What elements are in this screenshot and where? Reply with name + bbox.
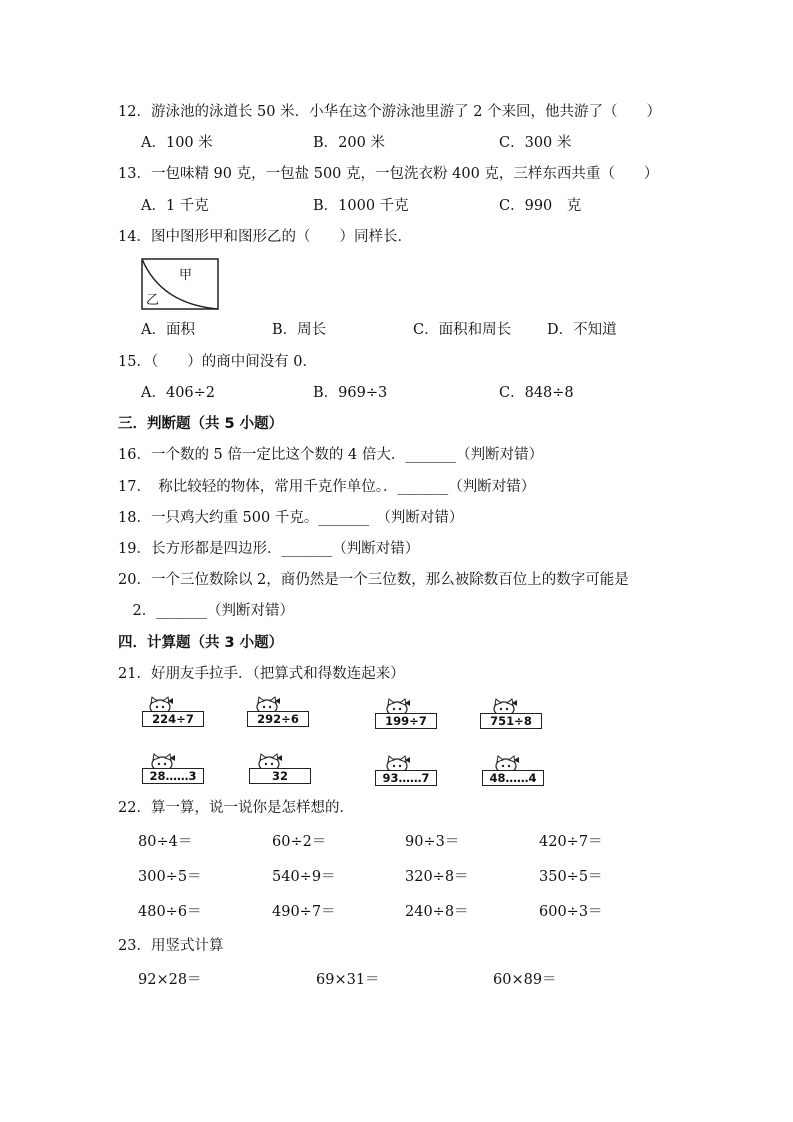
- kitty-card-top-2[interactable]: [245, 695, 311, 729]
- card-result: 28……3: [142, 768, 204, 784]
- calc-r3-c4[interactable]: 600÷3＝: [539, 904, 603, 920]
- calc-r2-c4[interactable]: 350÷5＝: [539, 869, 603, 885]
- vertical-calc-2[interactable]: 69×31＝: [316, 972, 380, 988]
- q14-option-a[interactable]: A．面积: [141, 322, 195, 338]
- kitty-card-bottom-4[interactable]: [480, 754, 546, 788]
- question-15-stem: 15．（ ）的商中间没有 0．: [118, 354, 318, 370]
- question-14-stem: 14．图中图形甲和图形乙的（ ）同样长．: [118, 229, 412, 245]
- calc-r1-c1[interactable]: 80÷4＝: [138, 834, 193, 850]
- calc-r1-c3[interactable]: 90÷3＝: [405, 834, 460, 850]
- q15-option-b[interactable]: B．969÷3: [313, 385, 388, 401]
- card-expression: 751÷8: [480, 713, 542, 729]
- q13-option-c[interactable]: C．990 克: [499, 198, 582, 214]
- card-expression: 224÷7: [142, 711, 204, 727]
- question-22-stem: 22．算一算，说一说你是怎样想的．: [118, 800, 354, 816]
- calc-r2-c3[interactable]: 320÷8＝: [405, 869, 469, 885]
- calc-r3-c3[interactable]: 240÷8＝: [405, 904, 469, 920]
- judge-item-19: 19．长方形都是四边形．_______（判断对错）: [118, 541, 420, 557]
- vertical-calc-1[interactable]: 92×28＝: [138, 972, 202, 988]
- q13-option-b[interactable]: B．1000 千克: [313, 198, 409, 214]
- q12-option-b[interactable]: B．200 米: [313, 135, 385, 151]
- card-result: 48……4: [482, 770, 544, 786]
- calc-r2-c2[interactable]: 540÷9＝: [272, 869, 336, 885]
- calc-r2-c1[interactable]: 300÷5＝: [138, 869, 202, 885]
- kitty-card-bottom-1[interactable]: [140, 752, 206, 786]
- judge-item-17: 17． 称比较轻的物体，常用千克作单位。．_______（判断对错）: [118, 479, 536, 495]
- kitty-card-top-1[interactable]: [140, 695, 206, 729]
- judge-item-16: 16．一个数的 5 倍一定比这个数的 4 倍大．_______（判断对错）: [118, 447, 544, 463]
- question-12-stem: 12．游泳池的泳道长 50 米．小华在这个游泳池里游了 2 个来回，他共游了（ ）: [118, 104, 662, 120]
- q12-option-c[interactable]: C．300 米: [499, 135, 572, 151]
- card-expression: 199÷7: [375, 713, 437, 729]
- kitty-card-bottom-3[interactable]: [373, 754, 439, 788]
- question-21-stem: 21．好朋友手拉手．（把算式和得数连起来）: [118, 666, 405, 682]
- kitty-card-top-3[interactable]: [373, 697, 439, 731]
- q15-option-c[interactable]: C．848÷8: [499, 385, 574, 401]
- question-23-stem: 23．用竖式计算: [118, 938, 224, 954]
- section-3-title: 三．判断题（共 5 小题）: [118, 416, 284, 432]
- kitty-card-top-4[interactable]: [478, 697, 544, 731]
- judge-item-18: 18．一只鸡大约重 500 千克。_______ （判断对错）: [118, 510, 464, 526]
- q14-option-c[interactable]: C．面积和周长: [413, 322, 512, 338]
- calc-r1-c4[interactable]: 420÷7＝: [539, 834, 603, 850]
- card-expression: 292÷6: [247, 711, 309, 727]
- figure-label-jia: 甲: [179, 268, 193, 283]
- q15-option-a[interactable]: A．406÷2: [141, 385, 216, 401]
- card-result: 93……7: [375, 770, 437, 786]
- calc-r1-c2[interactable]: 60÷2＝: [272, 834, 327, 850]
- calc-r3-c2[interactable]: 490÷7＝: [272, 904, 336, 920]
- section-4-title: 四．计算题（共 3 小题）: [118, 635, 284, 651]
- question-13-stem: 13．一包味精 90 克，一包盐 500 克，一包洗衣粉 400 克，三样东西共重（ ）: [118, 166, 659, 182]
- kitty-card-bottom-2[interactable]: [247, 752, 313, 786]
- q13-option-a[interactable]: A．1 千克: [141, 198, 209, 214]
- figure-label-yi: 乙: [146, 293, 160, 308]
- calc-r3-c1[interactable]: 480÷6＝: [138, 904, 202, 920]
- judge-item-20-cont: 2．_______（判断对错）: [118, 603, 294, 619]
- q14-option-b[interactable]: B．周长: [272, 322, 327, 338]
- shape-figure: [141, 258, 219, 310]
- judge-item-20: 20．一个三位数除以 2，商仍然是一个三位数，那么被除数百位上的数字可能是: [118, 572, 629, 588]
- card-result: 32: [249, 768, 311, 784]
- q14-option-d[interactable]: D．不知道: [547, 322, 617, 338]
- q12-option-a[interactable]: A．100 米: [141, 135, 213, 151]
- vertical-calc-3[interactable]: 60×89＝: [493, 972, 557, 988]
